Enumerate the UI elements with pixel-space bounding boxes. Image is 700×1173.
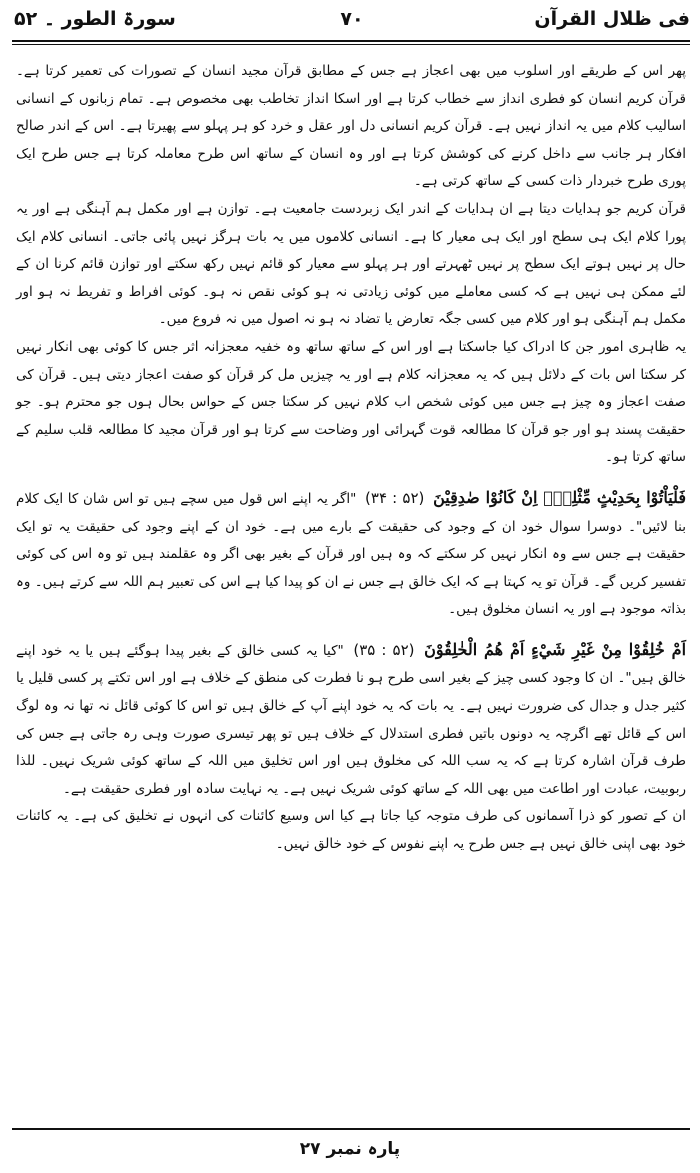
footer-rule <box>12 1128 690 1130</box>
verse-reference-1: (۵۲ : ۳۴) <box>365 488 425 507</box>
verse-reference-2: (۵۲ : ۳۵) <box>353 640 415 659</box>
header-rule <box>12 40 690 42</box>
quran-verse-1: فَلْيَاْتُوْا بِحَدِيْثٍ مِّثْلِهٖٓ اِنْ كَانُوْا صٰدِقِيْنَ <box>433 487 687 507</box>
verse-commentary-1: "اگر یہ اپنے اس قول میں سچے ہیں تو اس شان کا ایک کلام بنا لائیں"۔ دوسرا سوال خود ان کے وجود کی حقیقت کے بارے میں ہے۔ خود ان کے اپنے وجود کی حقیقت یہ تو ایک حقیقت ہے جس سے وہ انکار نہیں کر سکتے کہ وہ ہیں اور قرآن کے بغیر بھی اگر وہ عقلمند ہیں تو وہ اس کی کوئی تفسیر کریں گے۔ قرآن تو یہ کہتا ہے کہ ایک خالق ہے جس نے ان کو پیدا کیا ہے اس کی تعبیر ہم اللہ سے کرتے ہیں۔ وہ بذاتہ موجود ہے اور یہ انسان مخلوق ہیں۔ <box>16 490 686 618</box>
paragraph-last: ان کے تصور کو ذرا آسمانوں کی طرف متوجہ کیا جاتا ہے کیا اس وسیع کائنات کی انہوں نے تخلیق کی ہے۔ یہ کائنات خود بھی اپنی خالق نہیں ہے جس طرح یہ اپنے نفوس کے خود خالق نہیں۔ <box>16 808 686 853</box>
verse-paragraph-2 <box>16 636 686 804</box>
quran-verse-2: اَمْ خُلِقُوْا مِنْ غَيْرِ شَيْءٍ اَمْ هُمُ الْخٰلِقُوْنَ <box>424 639 687 659</box>
verse-commentary-2: "کیا یہ کسی خالق کے بغیر پیدا ہوگئے ہیں یا یہ خود اپنے خالق ہیں"۔ ان کا وجود کسی چیز کے بغیر اسی طرح ہو نا فطرت کی منطق کے خلاف ہے اور اس تکتے پر کسی قلیل یا کثیر جدل و جدال کی ضرورت نہیں ہے۔ یہ بات کہ یہ خود اپنے آپ کے خالق ہیں تو اس کا کوئی قائل نہ تھا نہ وہ لوگ اس کے قائل تھے اگرچہ یہ دونوں باتیں فطری استدلال کے خلاف ہیں تو پھر تیسری صورت وہی رہ جاتی ہے جس کی طرف قرآن اشارہ کرتا ہے کہ یہ سب اللہ کی مخلوق ہیں اور اس تخلیق میں اللہ کے ساتھ کوئی شریک نہیں۔ للذا ربوبیت، عبادت اور اطاعت میں بھی اللہ کے ساتھ کوئی شریک نہیں ہے۔ یہ نہایت سادہ اور فطری حقیقت ہے۔ <box>16 642 686 797</box>
page-header <box>14 6 690 40</box>
header-rule-thin <box>12 44 690 45</box>
paragraph-2: قرآن کریم جو ہدایات دیتا ہے ان ہدایات کے اندر ایک زبردست جامعیت ہے۔ توازن ہے اور مکمل ہم آہنگی ہے اور یہ پورا کلام ایک ہی سطح اور ایک ہی معیار کا ہے۔ انسانی کلاموں میں یہ بات ہرگز نہیں پائی جاتی۔ انسانی کلام ایک حال پر نہیں ہوتے ایک سطح پر نہیں ٹھہرتے اور ہر پہلو سے معیار کو قائم نہیں رکھ سکتے اور توازن قائم کرنا ان کے لئے ممکن ہی نہیں ہے کہ کسی معاملے میں کوئی زیادتی نہ ہو کوئی نقص نہ ہو۔ کوئی افراط و تفریط نہ ہو اور مکمل ہم آہنگی ہو اور کلام میں کسی جگہ تعارض یا تضاد نہ ہو نہ اصول میں نہ فروع میں۔ <box>16 200 686 328</box>
part-label: پارہ نمبر ۲۷ <box>299 1139 401 1159</box>
book-title: فی ظلال القرآن <box>534 8 690 30</box>
page-body <box>16 58 686 859</box>
paragraph-3: یہ ظاہری امور جن کا ادراک کیا جاسکتا ہے اور اس کے ساتھ ساتھ وہ خفیہ معجزانہ اثر جس کا کوئی بھی انکار نہیں کر سکتا اس بات کے دلائل ہیں کہ یہ معجزانہ کلام ہے اور یہ چیزیں مل کر قرآن کو صفت اعجاز دیتی ہیں۔ قرآن کی صفت اعجاز وہ چیز ہے جس میں کوئی شخص اب کلام نہیں کر سکتا جس کے حواس بحال ہوں جو محترم ہو۔ جو حقیقت پسند ہو اور جو قرآن کا مطالعہ قوت گہرائی اور وضاحت سے کرتا ہو اور قرآن مجید کا مطالعہ قلب سلیم کے ساتھ کرتا ہو۔ <box>16 338 686 466</box>
page-number: ۷۰ <box>340 8 364 30</box>
page-footer <box>0 1138 700 1159</box>
surah-label: سورۃ الطور ۔ ۵۲ <box>14 8 176 30</box>
paragraph-1: پھر اس کے طریقے اور اسلوب میں بھی اعجاز ہے جس کے مطابق قرآن مجید انسان کے تصورات کی تعمیر کرتا ہے۔ قرآن کریم انسان کو فطری انداز سے خطاب کرتا ہے اور اسکا انداز تخاطب بھی مخصوص ہے۔ تمام زبانوں کے انسانی اسالیب کلام میں یہ انداز نہیں ہے۔ قرآن کریم انسانی دل اور عقل و خرد کو ہر پہلو سے پھیرتا ہے۔ اس کے اندر صالح افکار ہر جانب سے داخل کرنے کی کوشش کرتا ہے اور وہ انسان کے ساتھ اس طرح معاملہ کرتا ہے جس طرح ایک پوری طرح خبردار ذات کسی کے ساتھ کرتی ہے۔ <box>16 63 686 190</box>
verse-paragraph-1 <box>16 484 686 624</box>
